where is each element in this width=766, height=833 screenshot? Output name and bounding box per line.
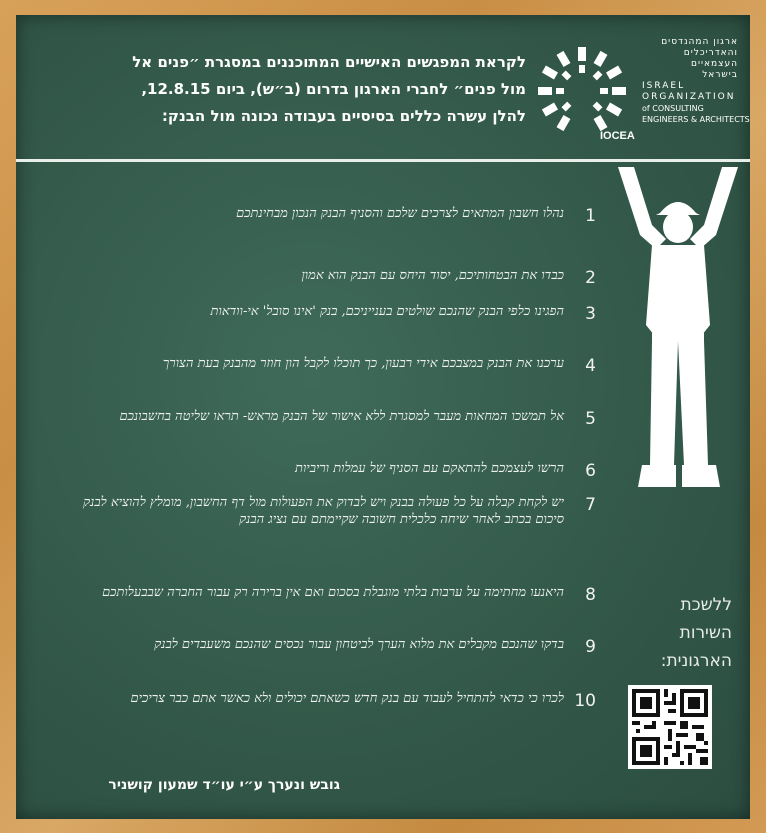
rule-number: 3 [585,304,596,324]
rule-item [56,267,596,303]
logo-he-line: ארגון המהנדסים [661,37,738,47]
rule-text: היאנעו מחתימה על ערבות בלתי מוגבלת בסכום ואם אין ברירה רק עבור החברה שבבעלותכם [102,585,564,600]
rule-number: 5 [585,409,596,429]
logo-he-line: והאדריכלים [683,48,738,58]
header-line: לקראת המפגשים האישיים המתוכננים במסגרת ״פנים אל [132,53,526,71]
logo-en-line: ISRAEL [642,81,686,91]
rule-text: כבדו את הבטחותיכם, יסוד היחס עם הבנק הוא אמון [301,268,564,283]
rule-item [56,303,596,355]
rule-text: ערכנו את הבנק במצבכם אידי רבעון, כך תוכלו לקבל הון חוזר מהבנק בעת הצורך [162,356,564,371]
rule-number: 1 [585,206,596,226]
iocea-sunburst-icon [534,45,635,142]
logo-en-line: ORGANIZATION [642,92,736,102]
rule-text: הרשו לעצמכם להתאקם עם הסניף של עמלות וריביות [295,461,564,476]
header-intro [36,49,526,130]
rule-item [56,494,596,584]
logo-en-line: ENGINEERS & ARCHITECTS [642,115,750,124]
logo-he-line: בישראל [702,70,738,80]
header-line: מול פנים״ לחברי הארגון בדרום (ב״ש), ביום 12.8.15, [141,80,526,98]
logo-wordmark [642,37,750,125]
rule-number: 10 [574,691,596,711]
service-label-line: הארגונית: [660,651,732,671]
rule-item [56,408,596,460]
service-label [614,591,732,675]
rule-item [56,355,596,408]
chalkboard [16,15,750,819]
rule-item [56,636,596,690]
logo-en-line: of CONSULTING [642,104,704,113]
rule-number: 6 [585,461,596,481]
rule-number: 9 [585,637,596,657]
rule-item [56,584,596,636]
logo-he-line: העצמאיים [691,59,738,69]
credit-footer: גובש ונערך ע״י עו״ד שמעון קושניר [108,777,340,793]
rule-text: לכרו כי כדאי להתחיל לעבוד עם בנק חדש כשאתם יכולים ולא כאשר אתם כבר צריכים [130,691,564,706]
header-divider [16,159,750,162]
service-label-line: השירות [679,623,732,643]
rule-item [56,205,596,267]
rule-number: 8 [585,585,596,605]
rule-item [56,690,596,730]
header-line: להלן עשרה כללים בסיסיים בעבודה נכונה מול הבנק: [161,107,526,125]
qr-code-icon[interactable] [628,685,712,769]
rules-list [56,205,596,730]
rule-item [56,460,596,494]
rule-number: 2 [585,268,596,288]
rule-text: אל תמשכו המחאות מעבר למסגרת ללא אישור של הבנק מראש- תראו שליטה בחשבונכם [119,409,564,424]
worker-silhouette-icon [612,165,744,495]
service-label-line: ללשכת [680,595,732,615]
rule-number: 4 [585,356,596,376]
rule-text: נהלו חשבון המתאים לצרכים שלכם והסניף הבנק הנכון מבחינתכם [236,206,564,221]
logo-acronym: IOCEA [600,130,635,142]
rule-text: הפגינו כלפי הבנק שהנכם שולטים בענייניכם, בנק 'אינו סובל' אי-וודאות [210,304,564,319]
rule-text: יש לקחת קבלה על כל פעולה בבנק ויש לבדוק את הפעולות מול דף החשבון, מומלץ להוציא לבנק סיכום בכתב לאחר שיחה כלכלית חשובה שקיימתם עם נציג הבנק [83,495,564,527]
organization-logo [534,37,750,157]
rule-number: 7 [585,495,596,515]
rule-text: בדקו שהנכם מקבלים את מלוא הערך לביטחון עבור נכסים שהנכם משעבדים לבנק [154,637,564,652]
